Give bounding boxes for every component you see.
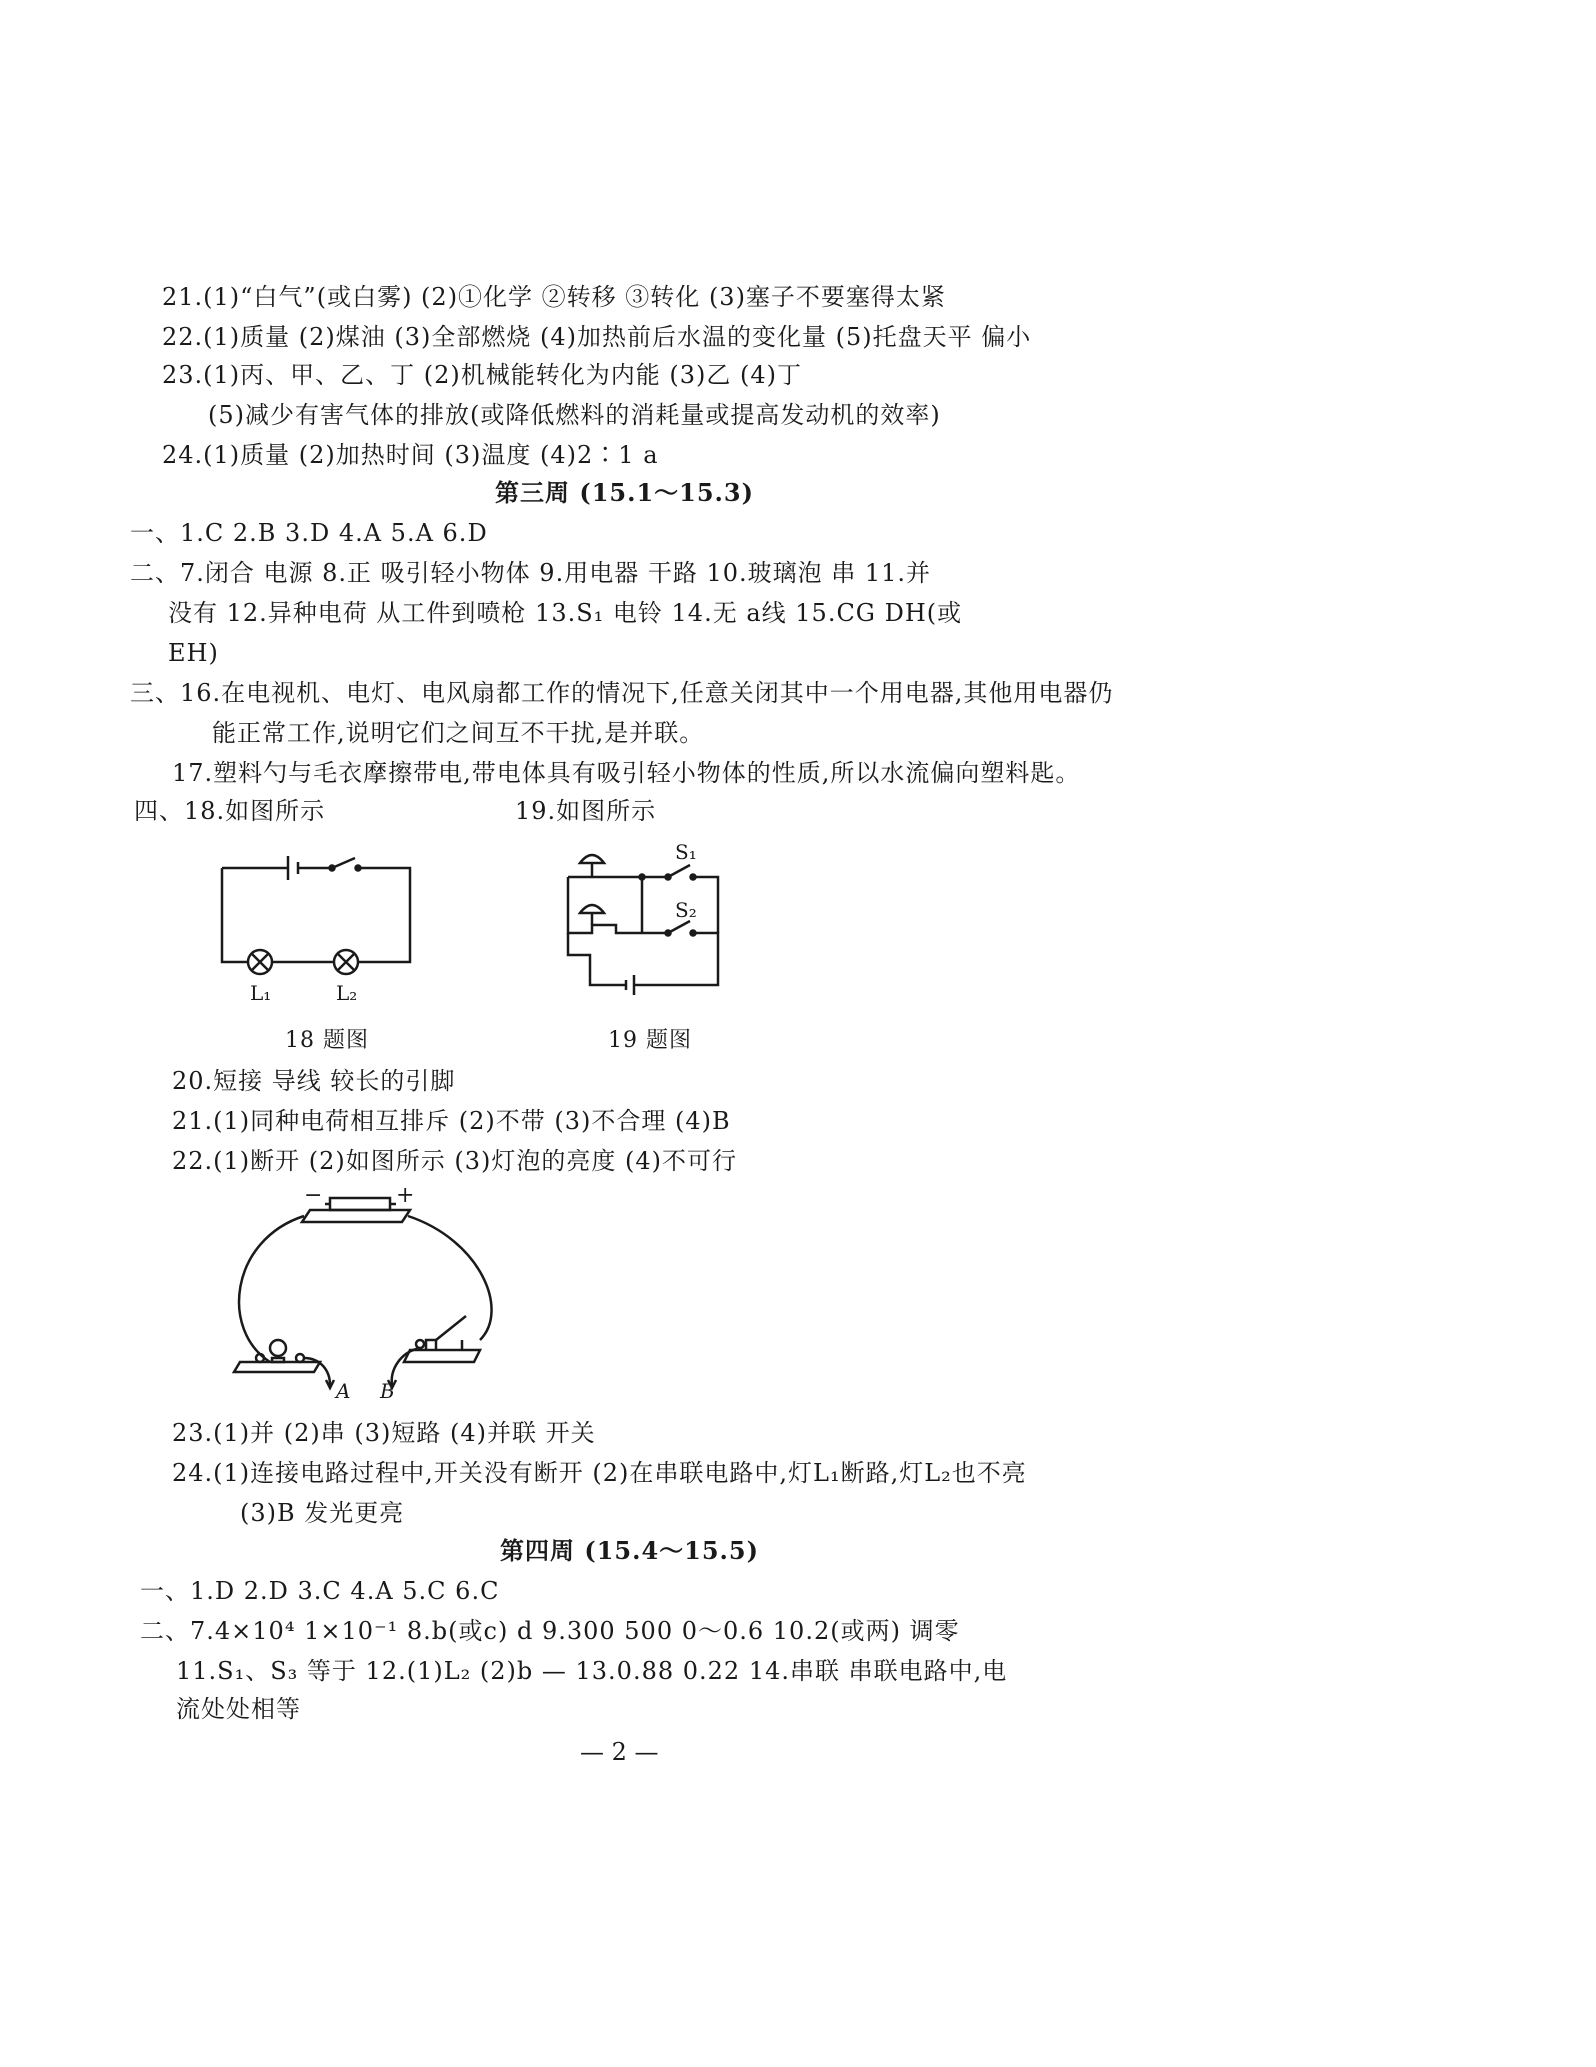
- answer-24b-cont: (3)B 发光更亮: [240, 1499, 405, 1527]
- answer-21: 21.(1)“白气”(或白雾) (2)①化学 ②转移 ③转化 (3)塞子不要塞得太紧: [162, 283, 946, 311]
- answer-fill-7-cont: 没有 12.异种电荷 从工件到喷枪 13.S₁ 电铃 14.无 a线 15.CG DH(或: [168, 599, 963, 627]
- battery-plus-label: +: [396, 1183, 415, 1208]
- terminal-b-label: B: [380, 1379, 395, 1403]
- answer-16-cont: 能正常工作,说明它们之间互不干扰,是并联。: [212, 719, 705, 747]
- circuit-diagram-19: [550, 835, 750, 1010]
- answer-fill-7b: 二、7.4×10⁴ 1×10⁻¹ 8.b(或c) d 9.300 500 0～0.6 10.2(或两) 调零: [140, 1617, 960, 1645]
- answer-fill-11: 11.S₁、S₃ 等于 12.(1)L₂ (2)b — 13.0.88 0.22 14.串联 串联电路中,电: [176, 1657, 1008, 1685]
- switch1-label: S₁: [675, 840, 697, 864]
- section-title-week3: 第三周 (15.1～15.3): [495, 478, 754, 507]
- battery-minus-label: −: [304, 1183, 323, 1208]
- answer-23b: 23.(1)并 (2)串 (3)短路 (4)并联 开关: [172, 1419, 596, 1447]
- switch2-label: S₂: [675, 898, 697, 922]
- answer-21b: 21.(1)同种电荷相互排斥 (2)不带 (3)不合理 (4)B: [172, 1107, 731, 1135]
- answer-17: 17.塑料勺与毛衣摩擦带电,带电体具有吸引轻小物体的性质,所以水流偏向塑料匙。: [172, 759, 1081, 787]
- answer-fill-11-cont: 流处处相等: [176, 1695, 301, 1723]
- answer-choice-2: 一、1.D 2.D 3.C 4.A 5.C 6.C: [140, 1577, 500, 1605]
- answer-23: 23.(1)丙、甲、乙、丁 (2)机械能转化为内能 (3)乙 (4)丁: [162, 361, 803, 389]
- answer-16: 三、16.在电视机、电灯、电风扇都工作的情况下,任意关闭其中一个用电器,其他用电器仍: [130, 679, 1114, 707]
- page-number: — 2 —: [580, 1738, 659, 1766]
- answer-20: 20.短接 导线 较长的引脚: [172, 1067, 456, 1095]
- answer-24: 24.(1)质量 (2)加热时间 (3)温度 (4)2∶1 a: [162, 441, 659, 469]
- lamp2-label: L₂: [336, 981, 358, 1005]
- answer-18: 四、18.如图所示: [134, 797, 326, 825]
- section-title-week4: 第四周 (15.4～15.5): [500, 1536, 759, 1565]
- answer-19: 19.如图所示: [515, 797, 657, 825]
- lamp1-label: L₁: [250, 981, 272, 1005]
- answer-choice-1: 一、1.C 2.B 3.D 4.A 5.A 6.D: [130, 519, 488, 547]
- answer-22b: 22.(1)断开 (2)如图所示 (3)灯泡的亮度 (4)不可行: [172, 1147, 738, 1175]
- fig18-caption: 18 题图: [285, 1028, 369, 1053]
- answer-fill-7: 二、7.闭合 电源 8.正 吸引轻小物体 9.用电器 干路 10.玻璃泡 串 11.并: [130, 559, 932, 587]
- answer-22: 22.(1)质量 (2)煤油 (3)全部燃烧 (4)加热前后水温的变化量 (5)托盘天平 偏小: [162, 323, 1032, 351]
- fig19-caption: 19 题图: [608, 1028, 692, 1053]
- answer-24b: 24.(1)连接电路过程中,开关没有断开 (2)在串联电路中,灯L₁断路,灯L₂也不亮: [172, 1459, 1027, 1487]
- terminal-a-label: A: [336, 1379, 351, 1403]
- answer-23-cont: (5)减少有害气体的排放(或降低燃料的消耗量或提高发动机的效率): [208, 401, 941, 429]
- circuit-diagram-18: [210, 840, 430, 1010]
- answer-fill-7-cont2: EH): [168, 639, 219, 667]
- physical-circuit-22: [230, 1180, 520, 1403]
